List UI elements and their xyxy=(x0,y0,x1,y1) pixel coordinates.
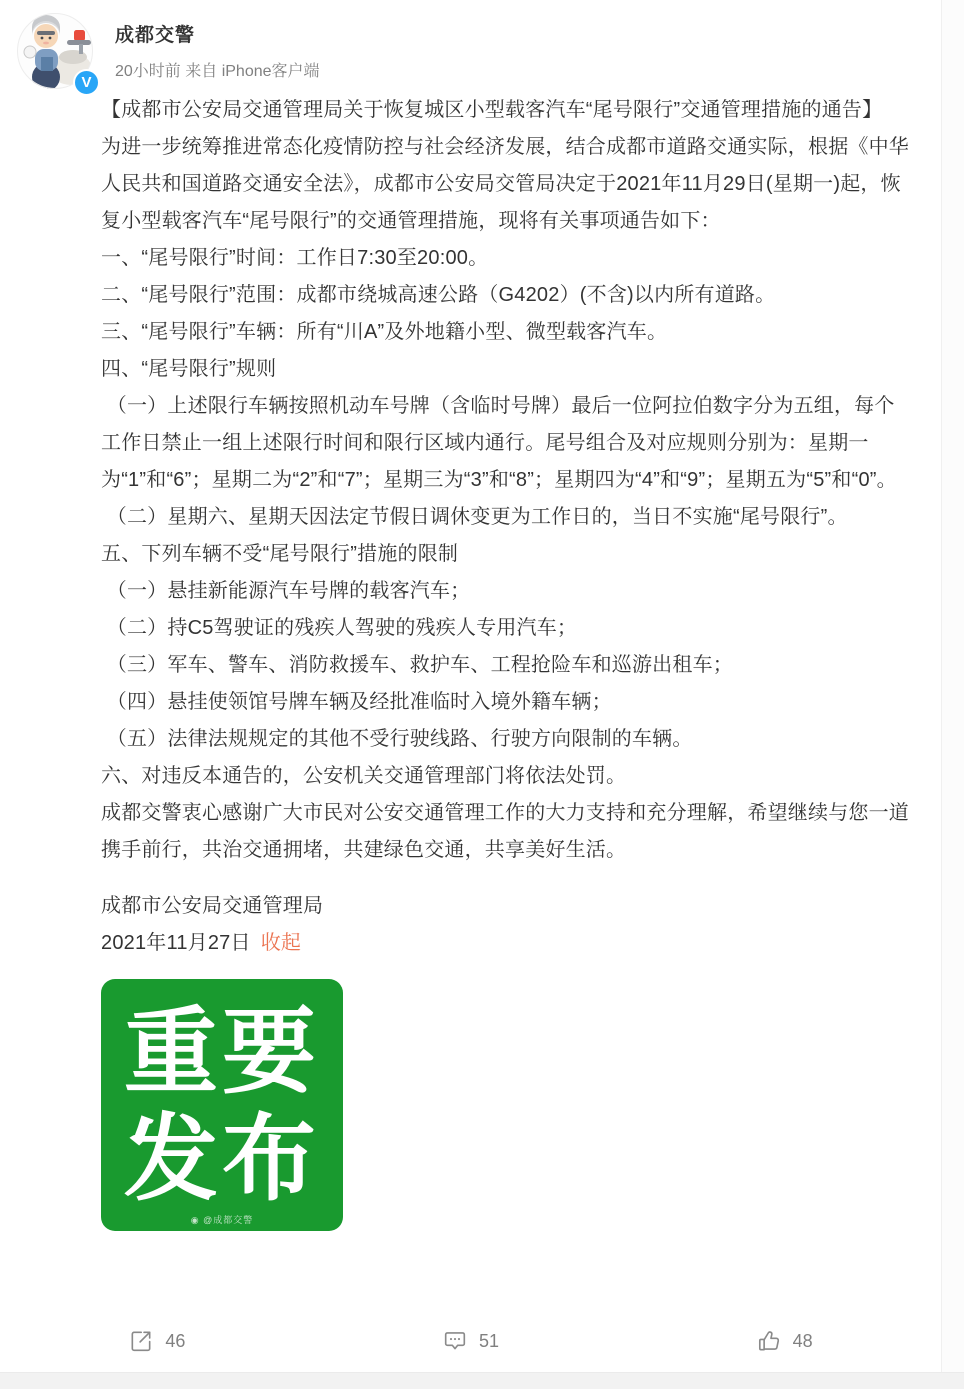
post-paragraph: 【成都市公安局交通管理局关于恢复城区小型载客汽车“尾号限行”交通管理措施的通告】 xyxy=(101,99,883,121)
user-info xyxy=(115,13,320,89)
image-text-line1: 重要 xyxy=(123,999,320,1104)
author-name[interactable]: 成都交警 xyxy=(115,25,196,46)
post-paragraph: （一）悬挂新能源汽车号牌的载客汽车； xyxy=(101,580,471,602)
repost-icon xyxy=(128,1328,154,1354)
signature-block xyxy=(101,888,911,962)
like-count: 48 xyxy=(792,1330,813,1351)
comment-button[interactable] xyxy=(314,1310,628,1372)
post-header xyxy=(0,0,941,89)
collapse-link[interactable]: 收起 xyxy=(260,932,302,954)
post-paragraph: （二）持C5驾驶证的残疾人驾驶的残疾人专用汽车； xyxy=(101,617,578,639)
post-paragraph: 五、下列车辆不受“尾号限行”措施的限制 xyxy=(101,543,459,565)
post-text xyxy=(101,92,911,962)
post-paragraph: （五）法律法规规定的其他不受行驶线路、行驶方向限制的车辆。 xyxy=(101,728,693,750)
post-timestamp-source: 20小时前 来自 iPhone客户端 xyxy=(115,63,320,80)
post-paragraph: （二）星期六、星期天因法定节假日调休变更为工作日的，当日不实施“尾号限行”。 xyxy=(101,506,848,528)
post-paragraph: 四、“尾号限行”规则 xyxy=(101,358,277,380)
action-bar xyxy=(0,1310,941,1372)
avatar[interactable] xyxy=(17,13,93,89)
post-paragraph: 二、“尾号限行”范围：成都市绕城高速公路（G4202）(不含)以内所有道路。 xyxy=(101,284,776,306)
post-attached-image[interactable] xyxy=(101,979,343,1231)
post-paragraph: （四）悬挂使领馆号牌车辆及经批准临时入境外籍车辆； xyxy=(101,691,612,713)
image-watermark: ◉ @成都交警 xyxy=(190,1215,254,1225)
repost-button[interactable] xyxy=(0,1310,314,1372)
post-paragraph: 三、“尾号限行”车辆：所有“川A”及外地籍小型、微型载客汽车。 xyxy=(101,321,668,343)
signature-date: 2021年11月27日 xyxy=(101,932,251,954)
like-button[interactable] xyxy=(627,1310,941,1372)
post-paragraph: （一）上述限行车辆按照机动车号牌（含临时号牌）最后一位阿拉伯数字分为五组，每个工作日禁止一组上述限行时间和限行区域内通行。尾号组合及对应规则分别为：星期一为“1”和“6”；星期二为“2”和“7”；星期三为“3”和“8”；星期四为“4”和“9”；星期五为“5”和“0”。 xyxy=(101,395,897,491)
page-background-strip xyxy=(0,1372,964,1389)
post-paragraph: 六、对违反本通告的，公安机关交通管理部门将依法处罚。 xyxy=(101,765,627,787)
comment-count: 51 xyxy=(478,1330,500,1351)
verified-badge-icon: V xyxy=(73,69,100,96)
post-paragraph: 为进一步统筹推进常态化疫情防控与社会经济发展，结合成都市道路交通实际，根据《中华人民共和国道路交通安全法》，成都市公安局交管局决定于2021年11月29日(星期一)起，恢复小型载客汽车“尾号限行”的交通管理措施，现将有关事项通告如下： xyxy=(101,136,909,232)
like-icon xyxy=(756,1328,782,1354)
post-paragraph: 成都交警衷心感谢广大市民对公安交通管理工作的大力支持和充分理解，希望继续与您一道携手前行，共治交通拥堵，共建绿色交通，共享美好生活。 xyxy=(101,802,909,861)
signature-date-line xyxy=(101,925,911,962)
post-paragraph: 一、“尾号限行”时间：工作日7:30至20:00。 xyxy=(101,247,489,269)
post-paragraph: （三）军车、警车、消防救援车、救护车、工程抢险车和巡游出租车； xyxy=(101,654,733,676)
repost-count: 46 xyxy=(165,1330,186,1351)
signature-org: 成都市公安局交通管理局 xyxy=(101,895,324,917)
image-text-line2: 发布 xyxy=(123,1106,320,1211)
comment-icon xyxy=(442,1328,468,1354)
